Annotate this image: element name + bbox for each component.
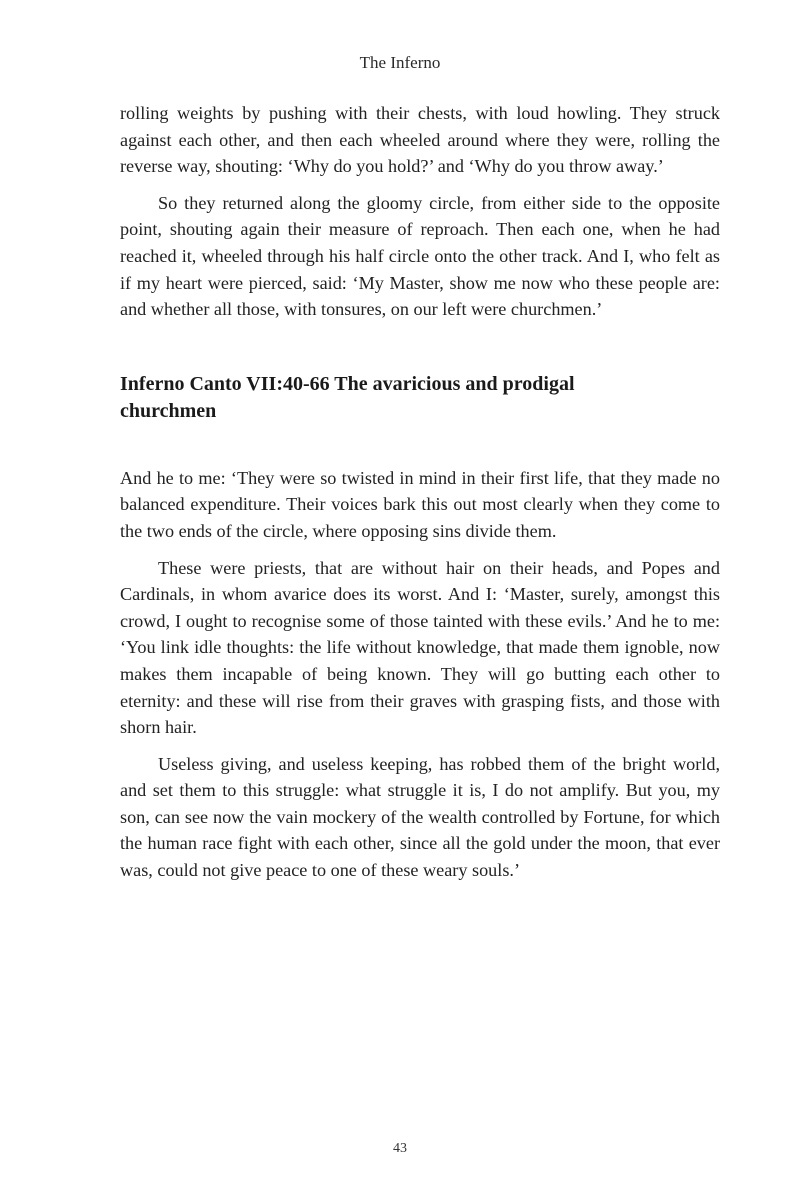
page-number: 43 xyxy=(393,1141,407,1156)
paragraph: These were priests, that are without hair on their heads, and Popes and Cardinals, in whom avarice does its worst. And I: ‘Master, surely, amongst this crowd, I ought to recognise some of those tainted with these evils.’ And he to me: ‘You link idle thoughts: the life without knowledge, that made them ignoble, now makes them incapable of being known. They will go butting each other to eternity: and these will rise from their graves with grasping fists, and those with shorn hair. xyxy=(120,557,720,738)
section-heading: Inferno Canto VII:40-66 The avaricious and prodigal churchmen xyxy=(120,372,575,422)
paragraph: Useless giving, and useless keeping, has robbed them of the bright world, and set them to this struggle: what struggle it is, I do not amplify. But you, my son, can see now the vain mockery of the wealth controlled by Fortune, for which the human race fight with each other, since all the gold under the moon, that ever was, could not give peace to one of these weary souls.’ xyxy=(120,753,720,881)
page-body xyxy=(120,100,720,884)
paragraph-continued: rolling weights by pushing with their chests, with loud howling. They struck against each other, and then each wheeled around where they were, rolling the reverse way, shouting: ‘Why do you hold?’ and ‘Why do you throw away.’ xyxy=(120,103,720,177)
paragraph: And he to me: ‘They were so twisted in mind in their first life, that they made no balanced expenditure. Their voices bark this out most clearly when they come to the two ends of the circle, where opposing sins divide them. xyxy=(120,467,720,541)
running-header: The Inferno xyxy=(359,53,441,72)
paragraph: So they returned along the gloomy circle, from either side to the opposite point, shouting again their measure of reproach. Then each one, when he had reached it, wheeled through his half circle onto the other track. And I, who felt as if my heart were pierced, said: ‘My Master, show me now who these people are: and whether all those, with tonsures, on our left were churchmen.’ xyxy=(120,192,720,320)
